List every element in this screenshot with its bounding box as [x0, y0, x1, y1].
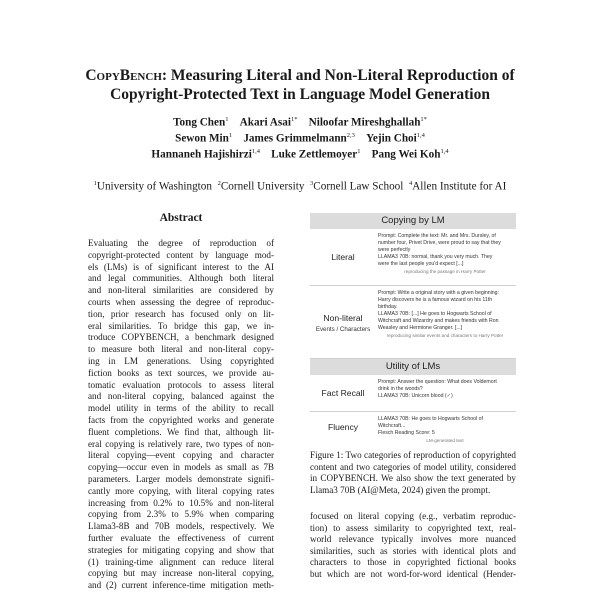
abstract-line: copying—occur even in models as small as 7B: [88, 462, 274, 473]
figure-row-sublabel: Events / Characters: [315, 325, 371, 333]
author-affiliation-mark: 1*: [290, 116, 298, 123]
abstract-line: tion, prior research has focused only on lit-: [88, 308, 274, 319]
author-affiliation-mark: 1: [225, 116, 229, 123]
figure-row-text-line: Prompt: Write a original story with a given beginning:: [378, 290, 500, 296]
affiliation-mark: 4: [408, 180, 413, 187]
figure-row-text-line: birthday.: [378, 304, 398, 310]
author-name: Luke Zettlemoyer: [271, 148, 358, 161]
figure-row-label: Fact Recall: [321, 387, 365, 398]
body-line: world relevance typically involves more nuanced: [310, 534, 516, 545]
abstract-line: literal copying—event copying and character: [88, 450, 274, 461]
abstract-line: to measure both literal and non-literal copy-: [88, 344, 274, 355]
figure-row-text-line: were perfectly: [378, 247, 411, 253]
abstract-line: Llama3-8B and 70B models, respectively. We: [88, 521, 274, 532]
figure-row-text-line: drink in the woods?: [378, 386, 423, 392]
figure-1: [310, 213, 516, 444]
figure-row-text-line: Witchcraft...: [378, 423, 406, 429]
author-name: Niloofar Mireshghallah: [308, 116, 421, 129]
figure-row-note: reproducing similar events and characters to Harry Potter: [386, 333, 504, 338]
abstract-line: tomatic evaluation protocols to assess literal: [88, 379, 274, 390]
author-name: Yejin Choi: [366, 132, 417, 145]
author-affiliation-mark: 1*: [420, 116, 427, 123]
affiliation-name: Cornell University: [220, 180, 305, 193]
author-name: James Grimmelmann: [243, 132, 347, 145]
affiliation-mark: 2: [217, 180, 221, 187]
figure-header-copying: Copying by LM: [310, 213, 516, 229]
abstract-line: ing in LM generations. Using copyrighted: [88, 355, 274, 366]
right-column-body: [310, 511, 516, 581]
figure-header-utility: Utility of LMs: [310, 359, 516, 375]
abstract-line: copying but may increase non-literal copying,: [88, 568, 274, 579]
figure-row-label: Fluency: [327, 422, 359, 432]
title-line-1: : Measuring Literal and Non-Literal Reproduction of: [161, 67, 515, 84]
body-line: tion) to assess similarity to copyrighted text, real-: [310, 522, 516, 533]
figure-row-text-line: LLAMA3 70B: [...] He goes to Hogwarts School of: [378, 311, 492, 317]
abstract-body: [88, 238, 274, 592]
author-name: Pang Wei Koh: [371, 148, 441, 161]
author-affiliation-mark: 1: [357, 148, 361, 155]
author-affiliation-mark: 1,4: [416, 132, 425, 139]
abstract-line: courts when assessing the degree of reproduc-: [88, 296, 274, 307]
author-name: Sewon Min: [175, 132, 229, 145]
title-benchmark-name: CopyBench: [85, 67, 162, 84]
figure-row-note: reproducing the passage in Harry Potter: [404, 269, 486, 274]
figure-row-text-line: Flesch Reading Score: 5: [378, 430, 435, 436]
body-line: but which are not word-for-word identical (Hender-: [310, 568, 516, 579]
caption-line: in COPYBENCH. We also show the text generated by: [310, 473, 516, 484]
body-line: similarities, such as stories with identical plots and: [310, 545, 516, 556]
abstract-line: fluent completions. We find that, although lit-: [88, 426, 274, 437]
author-affiliation-mark: 1,4: [251, 148, 260, 155]
figure-row-label: Non-literal: [323, 312, 363, 323]
figure-row-note: LM-generated text: [426, 438, 464, 443]
affiliation-name: University of Washington: [96, 180, 212, 193]
figure-row-content: [378, 416, 512, 444]
figure-row-content: [378, 379, 512, 400]
figure-row-text-line: Harry discovers he is a famous wizard on his 11th: [378, 297, 493, 303]
figure-row-text-line: Weasley and Hermione Granger. [...]: [378, 325, 463, 331]
abstract-line: eral similarities. To bridge this gap, we in-: [88, 320, 274, 331]
abstract-line: copying from 2.3% to 5.9% when comparing: [88, 509, 274, 520]
caption-line: Figure 1: Two categories of reproduction of copyrighted: [310, 450, 516, 460]
body-line: characters to those in copyrighted fictional books: [310, 557, 516, 568]
abstract-line: (1) training-time alignment can reduce literal: [88, 556, 274, 567]
abstract-line: troduce COPYBENCH, a benchmark designed: [88, 332, 274, 343]
figure-row-content: [378, 290, 512, 339]
abstract-line: and non-literal similarities are considered by: [88, 285, 274, 296]
figure-row-text-line: number four, Privet Drive, were proud to say that they: [378, 240, 501, 246]
affiliations: [0, 176, 600, 195]
title-line-2: Copyright-Protected Text in Language Model Generation: [110, 86, 490, 103]
abstract-line: Evaluating the degree of reproduction of: [88, 238, 274, 248]
figure-row-text-line: were the last people you'd expect [...]: [378, 261, 464, 267]
abstract-line: and (2) current inference-time mitigation meth-: [88, 580, 274, 591]
figure-row-fact-recall: [310, 375, 516, 412]
abstract-line: strategies for mitigating copying and show that: [88, 544, 274, 555]
author-affiliation-mark: 1,4: [440, 148, 449, 155]
paper-title: [0, 66, 600, 104]
figure-row-text-line: Prompt: Complete the text: Mr. and Mrs. Dursley, of: [378, 233, 496, 239]
figure-row-text-line: Witchcraft and Wizardry and makes friends with Ron: [378, 318, 499, 324]
figure-row-non-literal: [310, 286, 516, 359]
affiliation-mark: 3: [310, 180, 314, 187]
figure-caption: [310, 450, 516, 496]
abstract-line: further evaluate the effectiveness of current: [88, 532, 274, 543]
affiliation-name: Cornell Law School: [313, 180, 404, 193]
abstract-line: and legal communities. Although both literal: [88, 273, 274, 284]
figure-row-text-line: LLAMA3 70B: Unicorn blood (✓): [378, 393, 453, 399]
author-affiliation-mark: 2,3: [346, 132, 355, 139]
figure-row-text-line: LLAMA3 70B: normal, thank you very much. They: [378, 254, 493, 260]
figure-row-text-line: Prompt: Answer the question: What does Voldemort: [378, 379, 497, 385]
author-name: Tong Chen: [173, 116, 226, 129]
affiliation-name: Allen Institute for AI: [412, 180, 507, 193]
figure-row-fluency: [310, 412, 516, 444]
figure-row-label: Literal: [331, 251, 355, 262]
abstract-line: and non-literal copying, balanced against the: [88, 391, 274, 402]
author-affiliation-mark: 1: [228, 132, 233, 139]
abstract-line: cantly more copying, with literal copying rates: [88, 485, 274, 496]
affiliation-mark: 1: [93, 180, 97, 187]
abstract-line: copyright-protected content by language mod-: [88, 249, 274, 260]
caption-line: Llama3 70B (AI@Meta, 2024) given the prompt.: [310, 484, 491, 495]
abstract-heading: Abstract: [159, 212, 203, 224]
abstract-line: model utility in terms of the ability to recall: [88, 403, 274, 414]
author-name: Akari Asai: [239, 116, 291, 129]
figure-row-text-line: LLAMA3 70B: He goes to Hogwarts School of: [378, 416, 483, 422]
abstract-line: increasing from 0.2% to 10.5% and non-literal: [88, 497, 274, 508]
abstract-line: parameters. Larger models demonstrate signifi-: [88, 473, 274, 484]
caption-line: content and two categories of model utility, considered: [310, 461, 516, 472]
abstract-line: eral copying is relatively rare, two types of non-: [88, 438, 274, 449]
figure-row-content: [378, 233, 512, 275]
abstract-line: els (LMs) is of significant interest to the AI: [88, 261, 274, 272]
abstract-line: facts from the copyrighted works and generate: [88, 414, 274, 425]
figure-row-literal: [310, 229, 516, 286]
author-name: Hannaneh Hajishirzi: [151, 148, 252, 161]
abstract-line: fiction books as text sources, we provide au-: [88, 367, 274, 378]
authors-line-3: [0, 144, 600, 163]
body-line: focused on literal copying (e.g., verbatim reproduc-: [310, 511, 516, 521]
